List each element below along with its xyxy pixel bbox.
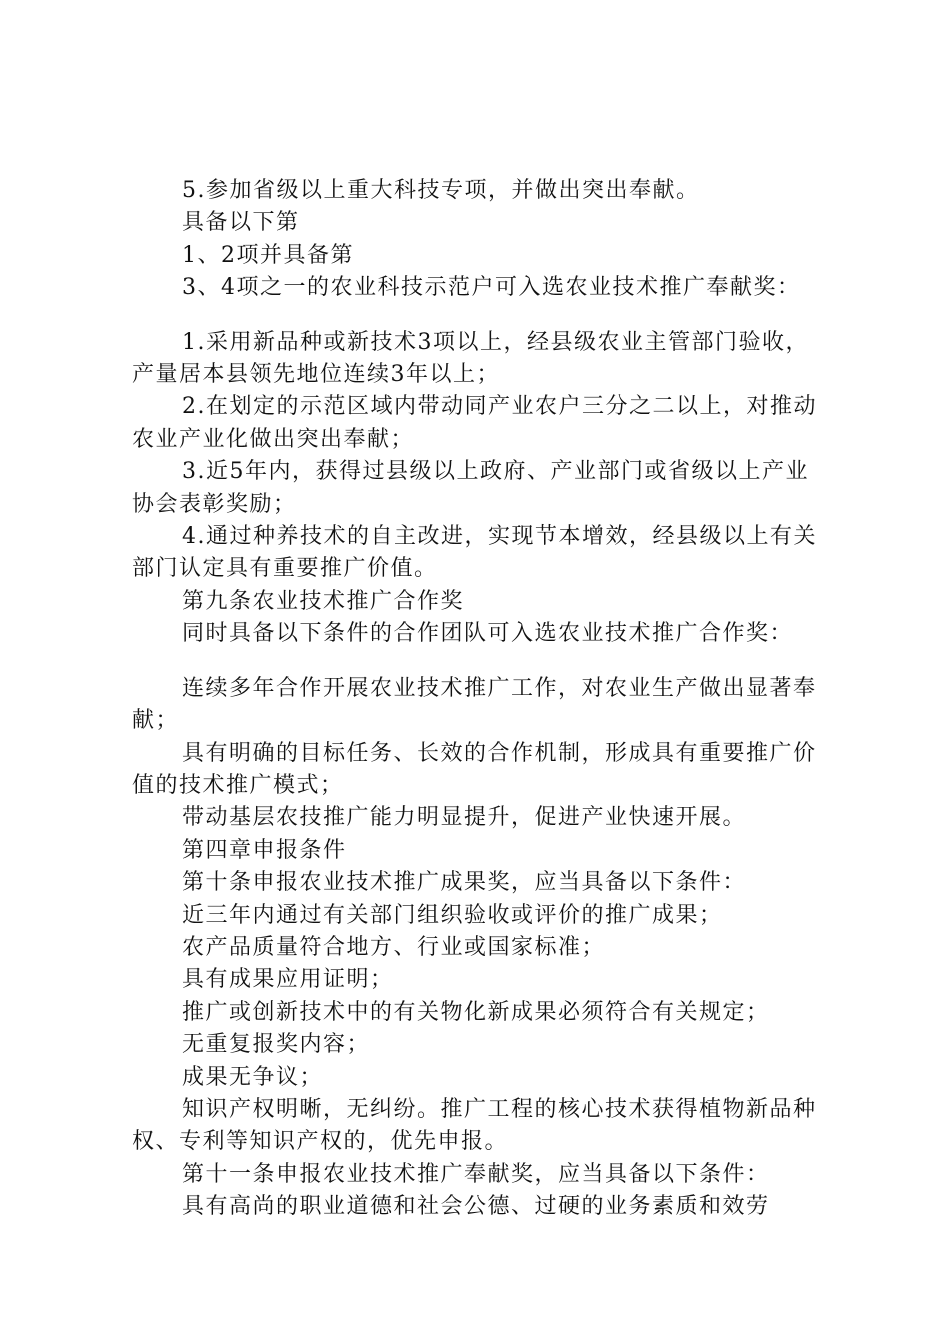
paragraph: 5.参加省级以上重大科技专项，并做出突出奉献。 bbox=[182, 178, 700, 203]
paragraph: 3.近5年内，获得过县级以上政府、产业部门或省级以上产业协会表彰奖励； bbox=[132, 459, 809, 517]
paragraph: 带动基层农技推广能力明显提升，促进产业快速开展。 bbox=[182, 805, 747, 831]
paragraph: 具有高尚的职业道德和社会公德、过硬的业务素质和效劳 bbox=[182, 1194, 770, 1220]
paragraph: 近三年内通过有关部门组织验收或评价的推广成果； bbox=[182, 902, 723, 928]
section-heading: 第九条农业技术推广合作奖 bbox=[182, 588, 465, 614]
paragraph: 具有成果应用证明； bbox=[182, 967, 394, 993]
paragraph: 农产品质量符合地方、行业或国家标准； bbox=[182, 934, 606, 960]
paragraph: 成果无争议； bbox=[182, 1064, 324, 1090]
paragraph: 具备以下第 bbox=[182, 210, 300, 236]
paragraph: 推广或创新技术中的有关物化新成果必须符合有关规定； bbox=[182, 999, 770, 1025]
paragraph: 无重复报奖内容； bbox=[182, 1032, 371, 1058]
chapter-heading: 第四章申报条件 bbox=[182, 837, 347, 863]
section-heading: 第十条申报农业技术推广成果奖，应当具备以下条件： bbox=[182, 870, 747, 896]
document-body bbox=[132, 175, 832, 1224]
paragraph: 同时具备以下条件的合作团队可入选农业技术推广合作奖： bbox=[182, 621, 794, 647]
paragraph: 连续多年合作开展农业技术推广工作，对农业生产做出显著奉献； bbox=[132, 675, 817, 734]
paragraph-gap bbox=[132, 305, 832, 327]
paragraph-gap bbox=[132, 651, 832, 673]
paragraph: 1.采用新品种或新技术3项以上，经县级农业主管部门验收，产量居本县领先地位连续3年以上； bbox=[132, 329, 809, 388]
paragraph: 具有明确的目标任务、长效的合作机制，形成具有重要推广价值的技术推广模式； bbox=[132, 740, 817, 798]
paragraph: 4.通过种养技术的自主改进，实现节本增效，经县级以上有关部门认定具有重要推广价值。 bbox=[132, 524, 817, 582]
section-heading: 第十一条申报农业技术推广奉献奖，应当具备以下条件： bbox=[182, 1161, 770, 1187]
paragraph: 知识产权明晰，无纠纷。推广工程的核心技术获得植物新品种权、专利等知识产权的，优先申报。 bbox=[132, 1096, 817, 1155]
paragraph: 1、2项并具备第 bbox=[182, 242, 354, 268]
paragraph: 3、4项之一的农业科技示范户可入选农业技术推广奉献奖： bbox=[182, 275, 801, 301]
paragraph: 2.在划定的示范区域内带动同产业农户三分之二以上，对推动农业产业化做出突出奉献； bbox=[132, 394, 817, 452]
